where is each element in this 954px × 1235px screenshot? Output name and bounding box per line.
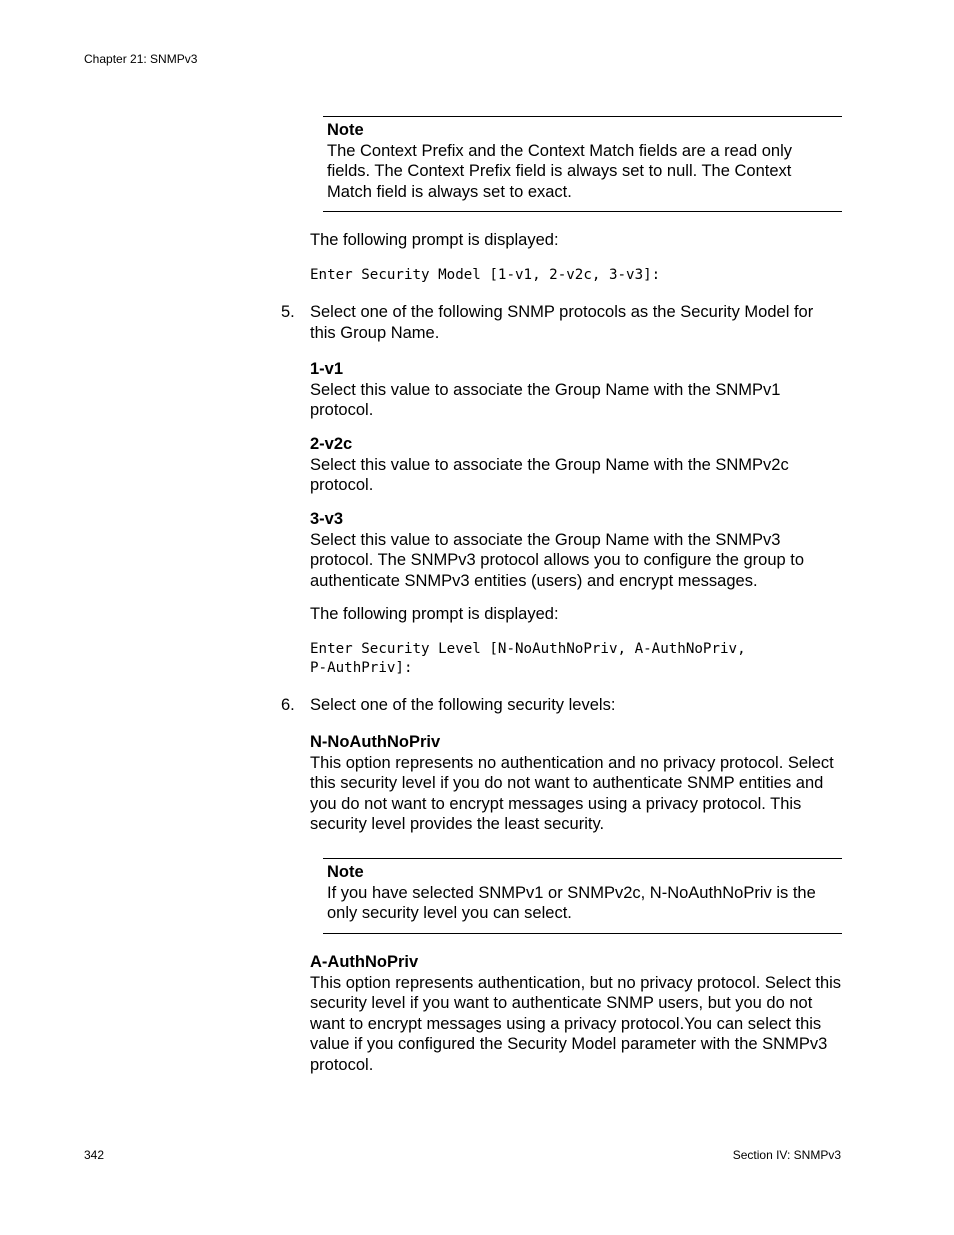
code-line: Enter Security Level [N-NoAuthNoPriv, A-AuthNoPriv, — [310, 641, 746, 657]
code-line: P-AuthPriv]: — [310, 660, 413, 676]
code-prompt-security-model: Enter Security Model [1-v1, 2-v2c, 3-v3]: — [310, 267, 661, 283]
option-title: 2-v2c — [310, 435, 353, 453]
level-title: N-NoAuthNoPriv — [310, 733, 441, 751]
option-v2c — [310, 434, 842, 496]
note-text: If you have selected SNMPv1 or SNMPv2c, N-NoAuthNoPriv is the only security level you can select. — [327, 883, 816, 922]
option-v3 — [310, 509, 842, 591]
step-6 — [281, 695, 842, 716]
page-number: 342 — [84, 1148, 105, 1162]
option-description: Select this value to associate the Group Name with the SNMPv1 protocol. — [310, 380, 781, 419]
option-description: Select this value to associate the Group Name with the SNMPv3 protocol. The SNMPv3 protocol allows you to configure the group to authenticate SNMPv3 entities (users) and encrypt messages. — [310, 530, 805, 590]
note-text: The Context Prefix and the Context Match fields are a read only fields. The Context Prefix field is always set to null. The Context Match field is always set to exact. — [327, 141, 792, 201]
option-v1 — [310, 359, 842, 421]
level-authnopriv — [310, 952, 842, 1075]
level-description: This option represents authentication, but no privacy protocol. Select this security level if you want to authenticate SNMP users, but you do not want to encrypt messages using a privacy protocol.You can select this value if you configured the Security Model parameter with the SNMPv3 protocol. — [310, 973, 842, 1074]
prompt-intro: The following prompt is displayed: — [310, 605, 559, 623]
step-text: Select one of the following SNMP protocols as the Security Model for this Group Name. — [310, 303, 814, 342]
step-number: 5. — [281, 303, 295, 321]
note-title: Note — [327, 863, 364, 881]
chapter-header: Chapter 21: SNMPv3 — [84, 52, 198, 66]
option-title: 1-v1 — [310, 360, 344, 378]
option-description: Select this value to associate the Group Name with the SNMPv2c protocol. — [310, 455, 789, 494]
step-number: 6. — [281, 696, 295, 714]
step-5 — [281, 302, 842, 343]
note-title: Note — [327, 121, 364, 139]
note-box-security-level — [323, 858, 842, 934]
level-title: A-AuthNoPriv — [310, 953, 419, 971]
prompt-intro: The following prompt is displayed: — [310, 231, 559, 249]
note-box-context — [323, 116, 842, 212]
option-title: 3-v3 — [310, 510, 344, 528]
level-noauthnopriv — [310, 732, 842, 835]
step-text: Select one of the following security levels: — [310, 696, 616, 714]
section-footer: Section IV: SNMPv3 — [732, 1148, 841, 1162]
code-prompt-security-level — [310, 640, 842, 678]
level-description: This option represents no authentication and no privacy protocol. Select this security level if you do not want to authenticate SNMP entities and you do not want to encrypt messages using a privacy protocol. This security level provides the least security. — [310, 753, 834, 833]
